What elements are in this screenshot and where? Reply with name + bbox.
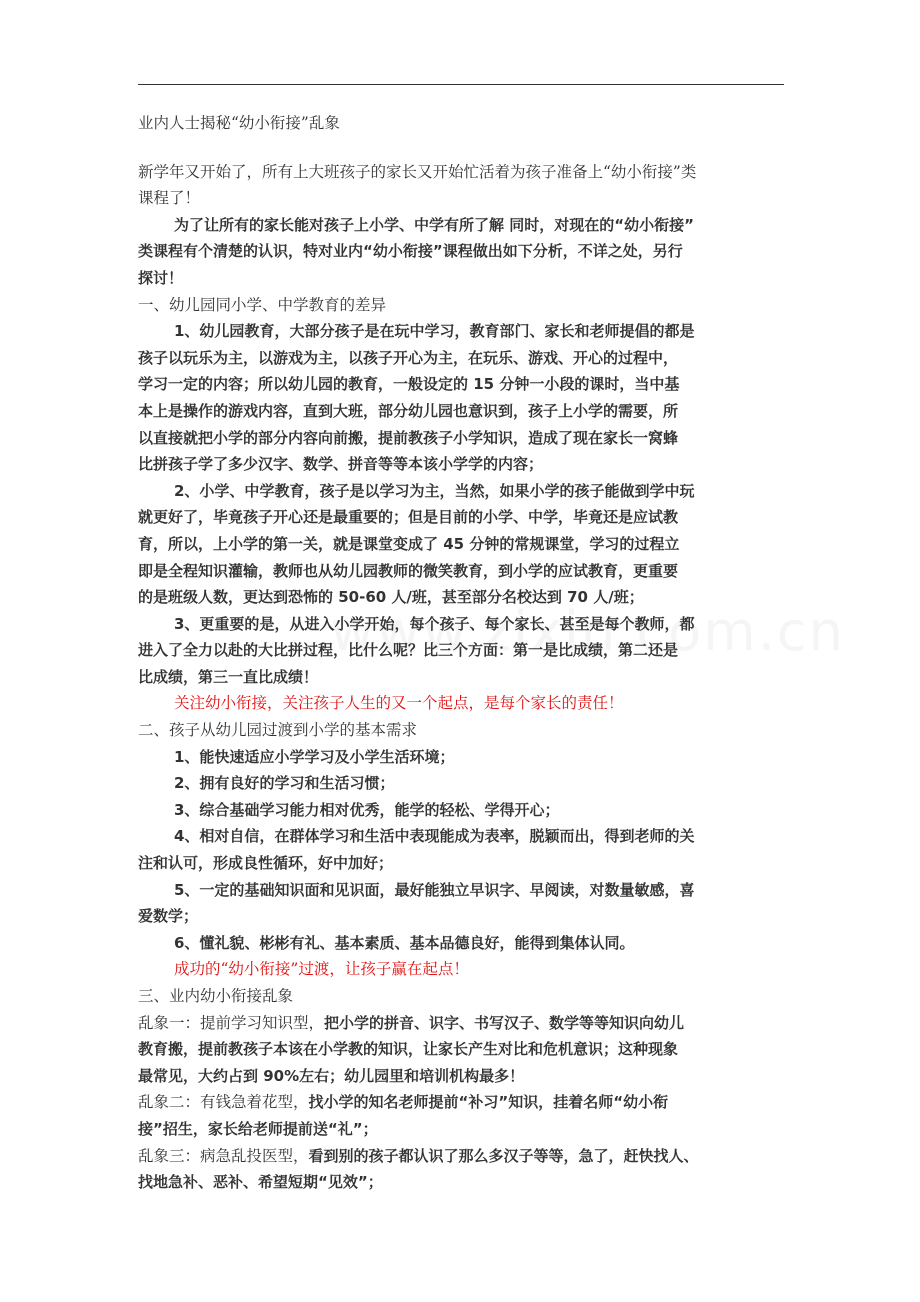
chaos-1-label: 乱象一：提前学习知识型， bbox=[138, 1013, 325, 1032]
chaos-2-label: 乱象二：有钱急着花型， bbox=[138, 1093, 309, 1112]
list-item: 4、相对自信，在群体学习和生活中表现能成为表率，脱颖而出，得到老师的关 注和认可，形成良性循环，好中加好； bbox=[138, 827, 695, 873]
section-2-heading: 二、孩子从幼儿园过渡到小学的基本需求 bbox=[138, 721, 418, 740]
section-1-point-3: 3、更重要的是，从进入小学开始，每个孩子、每个家长、甚至是每个教师，都 进入了全力以赴的大比拼过程，比什么呢？比三个方面：第一是比成绩，第二还是 比成绩，第三一直比成绩！ bbox=[138, 614, 695, 686]
section-2-slogan: 成功的“幼小衔接”过渡，让孩子赢在起点！ bbox=[174, 960, 469, 979]
chaos-2: 乱象二：有钱急着花型，找小学的知名老师提前“补习”知识，挂着名师“幼小衔 接”招生，家长给老师提前送“礼”； bbox=[138, 1093, 669, 1138]
purpose-paragraph: 为了让所有的家长能对孩子上小学、中学有所了解 同时，对现在的“幼小衔接” 类课程有个清楚的认识，特对业内“幼小衔接”课程做出如下分析，不详之处，另行 探讨！ bbox=[138, 215, 694, 287]
section-1-point-1: 1、幼儿园教育，大部分孩子是在玩中学习，教育部门、家长和老师提倡的都是 孩子以玩乐为主，以游戏为主，以孩子开心为主，在玩乐、游戏、开心的过程中， 学习一定的内容；所以幼儿园的教育，一般设定的 15 分钟一小段的课时，当中基 本上是操作的游戏内容，直到大班，部分幼儿园也意识到，孩子上小学的需要，所 以直接就把小学的部分内容向前搬，提前教孩子小学知识，造成了现在家长一窝蜂 比拼孩子学了多少汉字、数学、拼音等等本该小学学的内容； bbox=[138, 322, 695, 474]
document-body bbox=[138, 110, 784, 1196]
list-item: 5、一定的基础知识面和见识面，最好能独立早识字、早阅读，对数量敏感，喜 爱数学； bbox=[138, 880, 695, 926]
section-3-heading: 三、业内幼小衔接乱象 bbox=[138, 987, 294, 1005]
chaos-3: 乱象三：病急乱投医型，看到别的孩子都认识了那么多汉子等等，急了，赶快找人、 找地急补、恶补、希望短期“见效”； bbox=[138, 1146, 699, 1192]
chaos-1: 乱象一：提前学习知识型，把小学的拼音、识字、书写汉子、数学等等知识向幼儿 教育搬，提前教孩子本该在小学教的知识，让家长产生对比和危机意识；这种现象 最常见，大约占到 90%左右；幼儿园里和培训机构最多！ bbox=[138, 1013, 685, 1085]
list-item: 3、综合基础学习能力相对优秀，能学的轻松、学得开心； bbox=[174, 800, 560, 819]
list-item: 2、拥有良好的学习和生活习惯； bbox=[174, 774, 395, 793]
section-1-point-2: 2、小学、中学教育，孩子是以学习为主，当然，如果小学的孩子能做到学中玩 就更好了，毕竟孩子开心还是最重要的；但是目前的小学、中学，毕竟还是应试教 育，所以，上小学的第一关，就是课堂变成了 45 分钟的常规课堂，学习的过程立 即是全程知识灌输，教师也从幼儿园教师的微笑教育，到小学的应试教育，更重要 的是班级人数，更达到恐怖的 50-60 人/班，甚至部分名校达到 70 人/班； bbox=[138, 481, 695, 607]
top-rule bbox=[138, 84, 784, 85]
chaos-3-label: 乱象三：病急乱投医型， bbox=[138, 1146, 309, 1165]
list-item: 1、能快速适应小学学习及小学生活环境； bbox=[174, 747, 455, 766]
document-title: 业内人士揭秘“幼小衔接”乱象 bbox=[138, 114, 340, 132]
section-1-slogan: 关注幼小衔接，关注孩子人生的又一个起点，是每个家长的责任！ bbox=[174, 694, 624, 713]
section-2-list bbox=[138, 744, 784, 957]
section-1-heading: 一、幼儿园同小学、中学教育的差异 bbox=[138, 295, 387, 314]
list-item: 6、懂礼貌、彬彬有礼、基本素质、基本品德良好，能得到集体认同。 bbox=[174, 933, 635, 952]
intro-paragraph: 新学年又开始了，所有上大班孩子的家长又开始忙活着为孩子准备上“幼小衔接”类 课程了！ bbox=[138, 162, 697, 208]
